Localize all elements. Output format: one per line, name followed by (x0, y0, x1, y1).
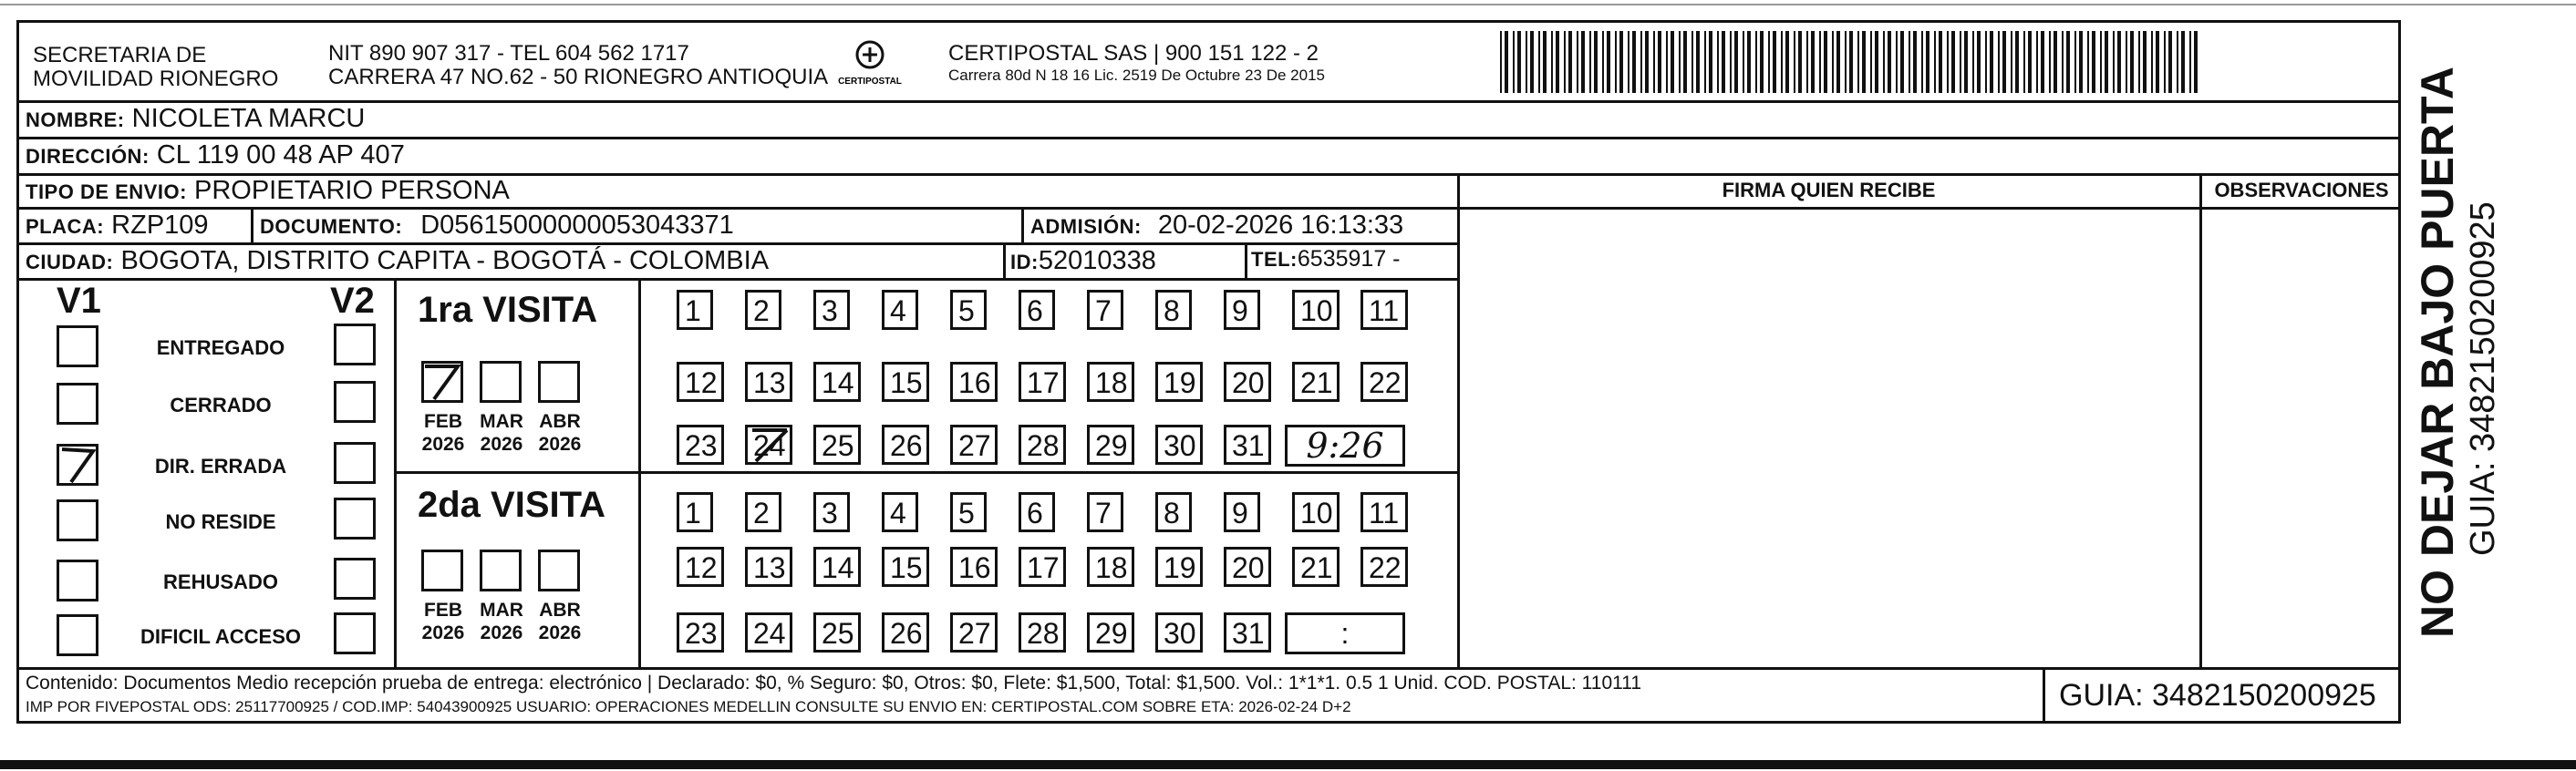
day-box[interactable] (1087, 290, 1123, 330)
footer-line1: Contenido: Documentos Medio recepción prueba de entrega: electrónico | Declarado: $0, % Seguro: $0, Otros: $0, Flete: $1,500, Total: $1,500. Vol.: 1*1*1. 0.5 1 Unid. COD. POSTAL: 110111 (26, 673, 1642, 694)
day-box[interactable] (882, 547, 929, 587)
v2-checkbox[interactable] (334, 558, 376, 600)
day-number: 17 (1027, 551, 1060, 584)
v2-checkbox[interactable] (334, 381, 376, 423)
day-number: 4 (890, 497, 906, 529)
day-number: 16 (958, 551, 991, 584)
month-label (414, 410, 472, 456)
v2-checkbox[interactable] (334, 442, 376, 484)
ciudad-row (26, 246, 769, 276)
month-year: 2026 (421, 622, 465, 643)
day-number: 7 (1095, 294, 1112, 327)
barcode (1500, 31, 2202, 93)
day-number: 3 (822, 497, 838, 529)
logo-text: CERTIPOSTAL (838, 77, 902, 87)
day-number: 20 (1232, 366, 1265, 399)
day-box[interactable] (950, 290, 987, 330)
month-checkbox[interactable] (480, 550, 522, 591)
nombre-value: NICOLETA MARCU (131, 104, 366, 133)
visit2-title: 2da VISITA (418, 485, 605, 525)
day-box[interactable] (1155, 547, 1203, 587)
day-number: 26 (890, 429, 923, 462)
day-number: 22 (1369, 551, 1402, 584)
nit-line1: NIT 890 907 317 - TEL 604 562 1717 (328, 41, 689, 66)
day-box[interactable] (745, 612, 792, 653)
day-box[interactable] (1292, 362, 1340, 402)
day-number: 2 (753, 497, 770, 529)
id-value: 52010338 (1038, 246, 1156, 275)
day-number: 13 (753, 366, 786, 399)
day-box[interactable] (813, 492, 850, 532)
day-box[interactable] (1019, 290, 1055, 330)
day-number: 30 (1164, 617, 1196, 650)
day-box[interactable] (1224, 612, 1271, 653)
day-box[interactable] (1292, 492, 1340, 532)
time-box[interactable] (1285, 612, 1405, 654)
day-box[interactable] (813, 362, 861, 402)
status-label: CERRADO (170, 394, 272, 416)
day-number: 14 (822, 366, 854, 399)
day-box[interactable] (1087, 425, 1134, 465)
day-number: 25 (822, 429, 854, 462)
v2-checkbox[interactable] (334, 498, 376, 540)
day-box[interactable] (677, 547, 724, 587)
month-label (472, 410, 531, 456)
month-year: 2026 (538, 434, 582, 455)
direccion-value: CL 119 00 48 AP 407 (156, 140, 405, 170)
day-box[interactable] (1224, 425, 1271, 465)
bottom-cut-line (0, 760, 2576, 769)
month-name: ABR (539, 600, 581, 621)
side-guia: GUIA: 3482150200925 (2464, 201, 2502, 556)
day-box[interactable] (1019, 612, 1066, 653)
day-number: 18 (1095, 551, 1128, 584)
day-box[interactable] (813, 612, 861, 653)
day-box[interactable] (882, 492, 918, 532)
placa-divider (251, 208, 253, 242)
day-number: 9 (1232, 294, 1248, 327)
placa-label: PLACA: (26, 215, 105, 238)
nit-line2: CARRERA 47 NO.62 - 50 RIONEGRO ANTIOQUIA (328, 65, 829, 89)
tel-divider (1245, 243, 1247, 278)
day-box[interactable] (950, 425, 998, 465)
day-box[interactable] (813, 290, 850, 330)
month-name: MAR (480, 600, 523, 621)
day-box[interactable] (1224, 362, 1271, 402)
day-box[interactable] (1155, 492, 1192, 532)
day-number: 6 (1027, 294, 1043, 327)
day-number: 21 (1300, 551, 1333, 584)
admision-value: 20-02-2026 16:13:33 (1157, 211, 1404, 240)
courier-line2: Carrera 80d N 18 16 Lic. 2519 De Octubre 23 De 2015 (948, 67, 1325, 84)
day-number: 24 (753, 617, 786, 650)
day-number: 20 (1232, 551, 1265, 584)
month-name: ABR (539, 411, 581, 432)
observaciones-header: OBSERVACIONES (2214, 179, 2389, 201)
month-label (531, 599, 589, 644)
v1-checkbox[interactable] (57, 325, 98, 367)
footer-guia: GUIA: 3482150200925 (2059, 678, 2376, 713)
firma-header: FIRMA QUIEN RECIBE (1722, 179, 1936, 201)
v1-checkbox[interactable] (57, 383, 98, 425)
admision-row (1030, 211, 1403, 241)
placa-value: RZP109 (111, 211, 209, 240)
day-box[interactable] (1224, 290, 1260, 330)
day-box[interactable] (745, 290, 781, 330)
day-number: 24 (753, 429, 786, 462)
day-box[interactable] (1360, 547, 1408, 587)
day-number: 19 (1164, 366, 1196, 399)
day-number: 18 (1095, 366, 1128, 399)
v1-checkbox[interactable] (57, 444, 98, 486)
sender-line1: SECRETARIA DE (33, 43, 207, 67)
day-number: 16 (958, 366, 991, 399)
day-number: 22 (1369, 366, 1402, 399)
top-cut-line (0, 4, 2576, 5)
month-year: 2026 (480, 434, 523, 455)
courier-info (948, 42, 1325, 86)
day-number: 23 (685, 429, 718, 462)
day-number: 11 (1369, 497, 1400, 529)
day-box[interactable] (1155, 290, 1192, 330)
day-box[interactable] (882, 362, 929, 402)
day-number: 4 (890, 294, 906, 327)
tel-label: TEL: (1251, 248, 1298, 271)
day-box[interactable] (1155, 362, 1203, 402)
day-box[interactable] (745, 547, 792, 587)
day-box[interactable] (1019, 425, 1066, 465)
day-box[interactable] (1087, 547, 1134, 587)
day-box[interactable] (1019, 492, 1055, 532)
side-text (2412, 0, 2549, 638)
day-box[interactable] (1224, 492, 1260, 532)
day-number: 6 (1027, 497, 1043, 529)
certipostal-logo-icon (837, 36, 903, 93)
month-checkbox[interactable] (480, 361, 522, 403)
time-box[interactable] (1285, 425, 1405, 467)
time-value: : (1340, 617, 1350, 650)
month-checkbox[interactable] (421, 361, 463, 403)
v2-checkbox[interactable] (334, 324, 376, 365)
barcode-icon (1500, 31, 2202, 93)
day-box[interactable] (677, 362, 724, 402)
day-box[interactable] (1087, 362, 1134, 402)
day-box[interactable] (882, 290, 918, 330)
documento-label: DOCUMENTO: (260, 215, 403, 238)
day-box[interactable] (1360, 362, 1408, 402)
month-name: MAR (480, 411, 523, 432)
documento-value: D05615000000053043371 (420, 211, 734, 240)
admision-label: ADMISIÓN: (1030, 215, 1142, 238)
day-number: 1 (685, 497, 701, 529)
id-divider (1003, 243, 1006, 278)
tipo-label: TIPO DE ENVIO: (26, 180, 187, 203)
side-warning: NO DEJAR BAJO PUERTA (2412, 67, 2463, 638)
direccion-row (26, 140, 405, 170)
month-checkbox[interactable] (538, 361, 580, 403)
day-box[interactable] (1019, 362, 1066, 402)
day-box[interactable] (1155, 425, 1203, 465)
tipo-row (26, 176, 510, 206)
footer-guia-divider (2043, 667, 2045, 724)
v1-header: V1 (57, 281, 101, 321)
footer-line2: IMP POR FIVEPOSTAL ODS: 25117700925 / COD.IMP: 54043900925 USUARIO: OPERACIONES MEDELLIN CONSULTE SU ENVIO EN: CERTIPOSTAL.COM SOBRE ETA: 2026-02-24 D+2 (26, 698, 1351, 715)
day-number: 25 (822, 617, 854, 650)
ciudad-value: BOGOTA, DISTRITO CAPITA - BOGOTÁ - COLOMBIA (120, 246, 770, 275)
tel-value: 6535917 - (1297, 246, 1401, 272)
admision-divider (1021, 208, 1024, 242)
day-number: 10 (1300, 294, 1333, 327)
day-number: 12 (685, 366, 718, 399)
day-box[interactable] (1155, 612, 1203, 653)
day-number: 2 (753, 294, 770, 327)
tel-row (1251, 246, 1401, 272)
row-divider-3 (16, 207, 2401, 210)
day-number: 15 (890, 366, 923, 399)
day-box[interactable] (1292, 547, 1340, 587)
day-number: 27 (958, 429, 991, 462)
day-number: 8 (1164, 497, 1180, 529)
check-mark-icon (421, 361, 463, 403)
day-number: 9 (1232, 497, 1248, 529)
day-box[interactable] (1360, 492, 1408, 532)
month-label (472, 599, 531, 644)
day-box[interactable] (950, 612, 998, 653)
placa-row (26, 211, 209, 241)
day-number: 30 (1164, 429, 1196, 462)
nombre-label: NOMBRE: (26, 108, 125, 131)
sender (33, 44, 278, 91)
day-number: 31 (1232, 617, 1265, 650)
day-number: 13 (753, 551, 786, 584)
v1-checkbox[interactable] (57, 499, 98, 541)
day-number: 28 (1027, 617, 1060, 650)
row-divider-5 (16, 278, 1457, 281)
day-box[interactable] (677, 290, 713, 330)
time-value: 9:26 (1306, 426, 1384, 466)
ciudad-label: CIUDAD: (26, 251, 114, 273)
row-divider-4 (16, 242, 1457, 245)
day-number: 14 (822, 551, 854, 584)
month-checkbox[interactable] (421, 550, 463, 591)
day-box[interactable] (813, 547, 861, 587)
day-box[interactable] (677, 492, 713, 532)
tipo-value: PROPIETARIO PERSONA (193, 176, 510, 205)
day-number: 8 (1164, 294, 1180, 327)
day-box[interactable] (813, 425, 861, 465)
status-label: NO RESIDE (165, 510, 276, 533)
documento-row (260, 211, 734, 241)
status-label: DIFICIL ACCESO (140, 625, 301, 648)
day-box[interactable] (1360, 290, 1408, 330)
header-divider (16, 100, 2401, 103)
day-box[interactable] (882, 425, 929, 465)
month-year: 2026 (421, 434, 465, 455)
day-box[interactable] (1087, 492, 1123, 532)
status-label: DIR. ERRADA (154, 455, 287, 478)
observaciones-left-border (2199, 173, 2202, 667)
day-box[interactable] (745, 362, 792, 402)
day-number: 29 (1095, 429, 1128, 462)
day-number: 26 (890, 617, 923, 650)
day-box[interactable] (1224, 547, 1271, 587)
day-number: 7 (1095, 497, 1112, 529)
day-number: 3 (822, 294, 838, 327)
visit-separator (394, 471, 1459, 474)
day-box[interactable] (1292, 290, 1340, 330)
day-box[interactable] (1019, 547, 1066, 587)
day-number: 1 (685, 294, 701, 327)
direccion-label: DIRECCIÓN: (26, 145, 150, 168)
day-number: 19 (1164, 551, 1196, 584)
day-box[interactable] (1087, 612, 1134, 653)
month-year: 2026 (538, 622, 582, 643)
day-number: 5 (958, 497, 975, 529)
day-box[interactable] (950, 547, 998, 587)
v2-header: V2 (330, 281, 375, 321)
day-number: 28 (1027, 429, 1060, 462)
day-number: 10 (1300, 497, 1333, 529)
v2-checkbox[interactable] (334, 612, 376, 654)
day-box[interactable] (677, 612, 724, 653)
status-label: ENTREGADO (156, 336, 285, 359)
month-name: FEB (424, 600, 462, 621)
day-box[interactable] (950, 362, 998, 402)
id-label: ID: (1010, 251, 1039, 273)
month-name: FEB (424, 411, 462, 432)
day-cross-mark-icon (745, 425, 792, 465)
day-box[interactable] (745, 492, 781, 532)
day-number: 23 (685, 617, 718, 650)
day-number: 5 (958, 294, 975, 327)
day-box[interactable] (950, 492, 987, 532)
firma-left-border (1457, 173, 1460, 667)
day-number: 31 (1232, 429, 1265, 462)
day-number: 27 (958, 617, 991, 650)
status-label: REHUSADO (163, 571, 278, 593)
day-box[interactable] (677, 425, 724, 465)
visit1-title: 1ra VISITA (418, 290, 598, 330)
v1-checkbox[interactable] (57, 614, 98, 656)
courier-line1: CERTIPOSTAL SAS | 900 151 122 - 2 (948, 41, 1319, 66)
day-number: 17 (1027, 366, 1060, 399)
sender-nit (328, 42, 828, 89)
day-number: 12 (685, 551, 718, 584)
check-mark-icon (57, 444, 98, 486)
month-year: 2026 (480, 622, 523, 643)
row-divider-1 (16, 137, 2401, 139)
nombre-row (26, 104, 365, 134)
month-label (531, 410, 589, 456)
month-label (414, 599, 472, 644)
month-checkbox[interactable] (538, 550, 580, 591)
day-number: 21 (1300, 366, 1333, 399)
day-box[interactable] (882, 612, 929, 653)
day-number: 15 (890, 551, 923, 584)
sender-line2: MOVILIDAD RIONEGRO (33, 67, 279, 91)
v1-checkbox[interactable] (57, 560, 98, 601)
day-number: 11 (1369, 294, 1400, 327)
id-row (1010, 246, 1156, 276)
day-number: 29 (1095, 617, 1128, 650)
day-box[interactable] (745, 425, 792, 465)
